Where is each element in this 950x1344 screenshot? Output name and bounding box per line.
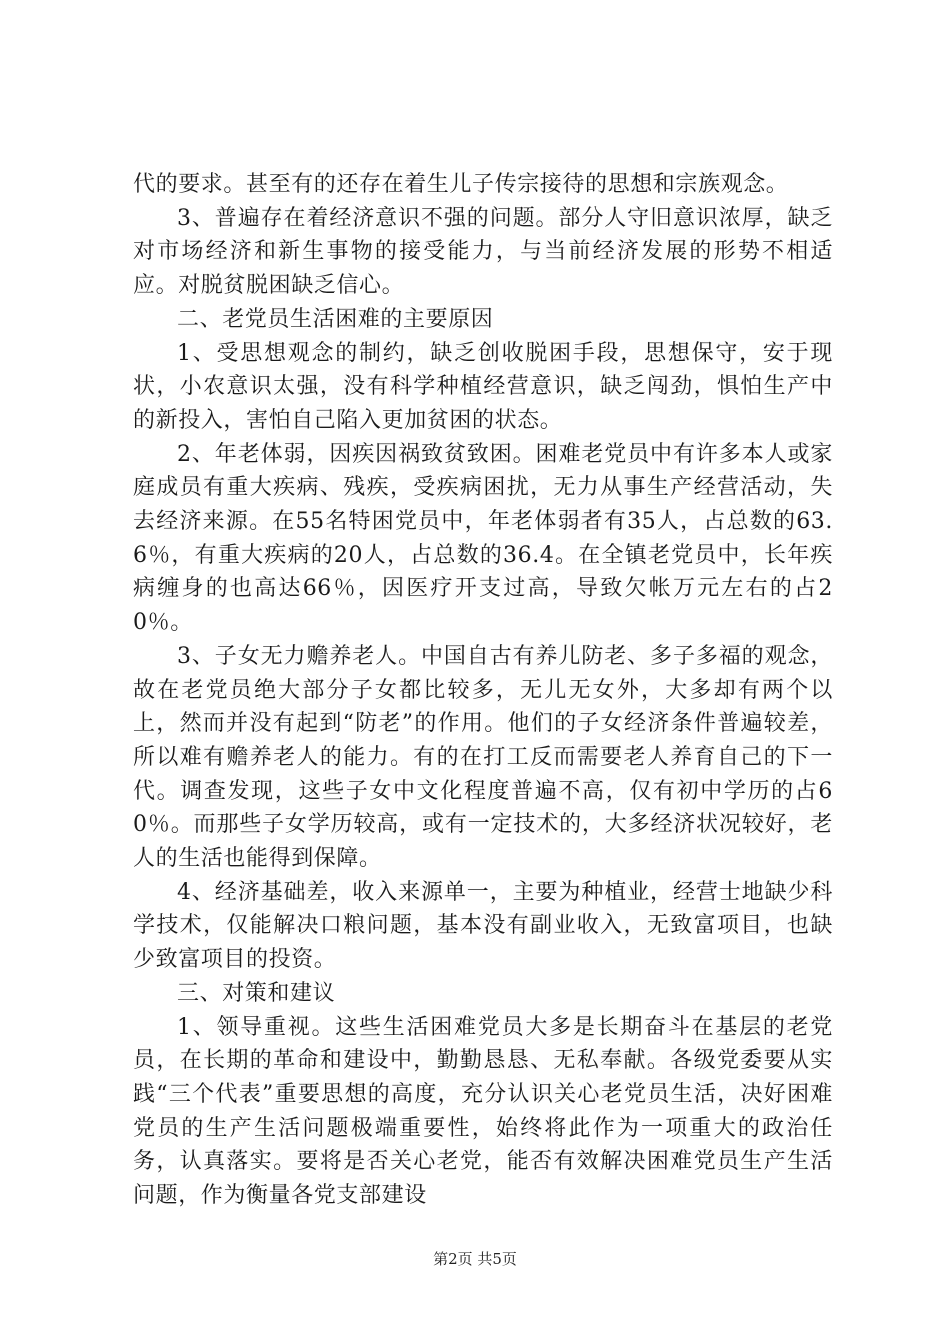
paragraph-3: 1、受思想观念的制约，缺乏创收脱困手段，思想保守，安于现状，小农意识太强，没有科学种植经营意识，缺乏闯劲，惧怕生产中的新投入，害怕自己陷入更加贫困的状态。 <box>133 340 833 433</box>
page-footer <box>0 1248 950 1269</box>
paragraph-2: 3、普遍存在着经济意识不强的问题。部分人守旧意识浓厚，缺乏对市场经济和新生事物的接受能力，与当前经济发展的形势不相适应。对脱贫脱困缺乏信心。 <box>133 205 833 299</box>
page-number-label: 第2页 共5页 <box>433 1250 517 1268</box>
paragraph-7: 1、领导重视。这些生活困难党员大多是长期奋斗在基层的老党员，在长期的革命和建设中，勤勤恳恳、无私奉献。各级党委要从实践“三个代表”重要思想的高度，充分认识关心老党员生活，决好困难党员的生产生活问题极端重要性，始终将此作为一项重大的政治任务，认真落实。要将是否关心老党，能否有效解决困难党员生产生活问题，作为衡量各党支部建设 <box>133 1014 833 1209</box>
section-heading-2: 二、老党员生活困难的主要原因 <box>177 306 494 332</box>
paragraph-5: 3、子女无力赡养老人。中国自古有养儿防老、多子多福的观念，故在老党员绝大部分子女都比较多，无儿无女外，大多却有两个以上，然而并没有起到“防老”的作用。他们的子女经济条件普遍较差，所以难有赡养老人的能力。有的在打工反而需要老人养育自己的下一代。调查发现，这些子女中文化程度普遍不高，仅有初中学历的占60％。而那些子女学历较高，或有一定技术的，大多经济状况较好，老人的生活也能得到保障。 <box>133 643 833 872</box>
section-heading-3: 三、对策和建议 <box>177 980 336 1006</box>
paragraph-1: 代的要求。甚至有的还存在着生儿子传宗接待的思想和宗族观念。 <box>133 172 789 197</box>
paragraph-6: 4、经济基础差，收入来源单一，主要为种植业，经营士地缺少科学技术，仅能解决口粮问题，基本没有副业收入，无致富项目，也缺少致富项目的投资。 <box>133 879 833 973</box>
paragraph-4: 2、年老体弱，因疾因祸致贫致困。困难老党员中有许多本人或家庭成员有重大疾病、残疾，受疾病困扰，无力从事生产经营活动，失去经济来源。在55名特困党员中，年老体弱者有35人，占总数的63.6％，有重大疾病的20人，占总数的36.4。在全镇老党员中，长年疾病缠身的也高达66％，因医疗开支过高，导致欠帐万元左右的占20％。 <box>133 441 833 636</box>
document-body <box>133 168 833 1213</box>
